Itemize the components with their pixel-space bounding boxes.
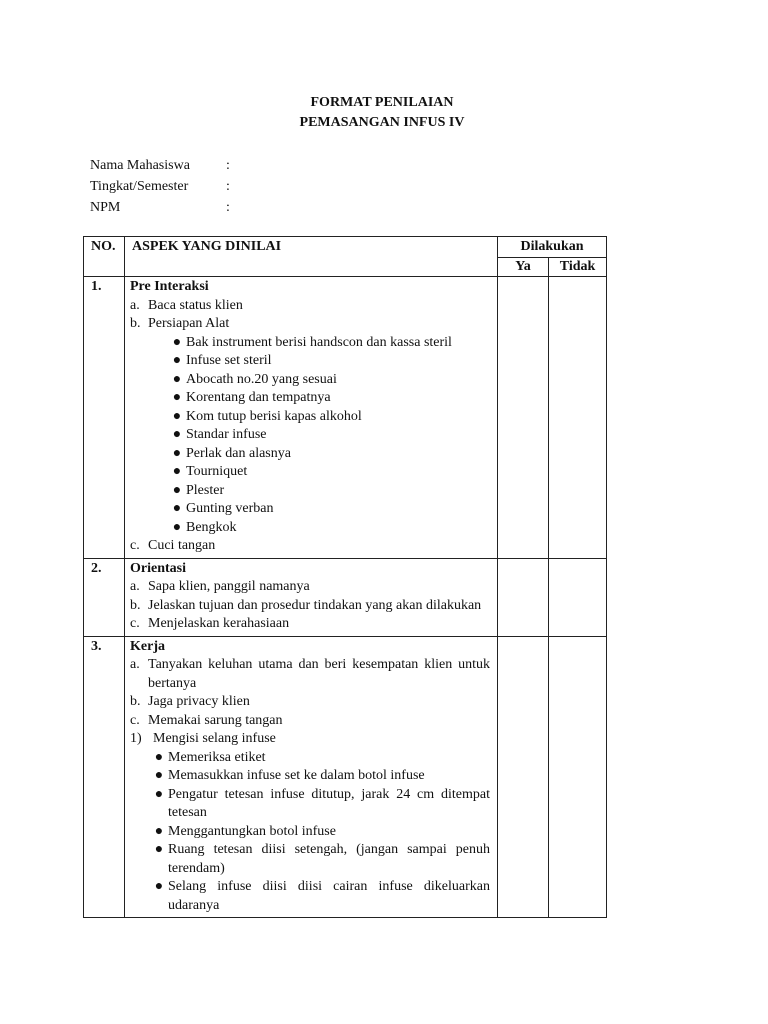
row-content [125, 277, 498, 559]
bullet-dot-icon: ● [172, 408, 182, 424]
bullet-item [130, 519, 490, 538]
bullet-text: Plester [186, 482, 225, 498]
check-tidak-cell[interactable] [549, 277, 607, 559]
list-item [130, 712, 490, 731]
list-item [130, 315, 490, 334]
bullet-dot-icon: ● [172, 464, 182, 479]
bullet-item [130, 767, 490, 786]
check-ya-cell[interactable] [498, 277, 549, 559]
bullet-dot-icon: ● [172, 334, 182, 350]
section-title: Kerja [130, 638, 165, 654]
item-text: Baca status klien [148, 297, 243, 313]
check-tidak-cell[interactable] [549, 558, 607, 636]
bullet-text: Abocath no.20 yang sesuai [186, 371, 337, 387]
item-text: Sapa klien, panggil namanya [148, 579, 310, 594]
bullet-text: Perlak dan alasnya [186, 445, 291, 461]
header-tidak: Tidak [549, 258, 607, 277]
row-content [125, 558, 498, 636]
item-marker: 1) [130, 731, 142, 746]
list-item [130, 578, 490, 597]
bullet-item [130, 334, 490, 353]
identity-row-tingkat [90, 176, 230, 197]
item-marker: b. [130, 597, 141, 613]
bullet-text: Selang infuse diisi diisi cairan infuse dikeluarkan udaranya [168, 879, 490, 913]
check-tidak-cell[interactable] [549, 636, 607, 918]
bullet-dot-icon: ● [154, 842, 164, 857]
item-marker: a. [130, 657, 140, 672]
bullet-item [130, 841, 490, 878]
table-row-kerja [84, 636, 607, 918]
bullet-item [130, 352, 490, 371]
bullet-item [130, 823, 490, 842]
bullet-dot-icon: ● [154, 823, 164, 839]
bullet-dot-icon: ● [172, 501, 182, 516]
item-text: Jelaskan tujuan dan prosedur tindakan yang akan dilakukan [148, 597, 482, 613]
row-number: 1. [84, 277, 125, 559]
bullet-item [130, 371, 490, 390]
identity-row-npm [90, 197, 230, 218]
item-text: Persiapan Alat [148, 316, 230, 331]
list-item [130, 297, 490, 316]
bullet-text: Standar infuse [186, 427, 267, 442]
item-text: Tanyakan keluhan utama dan beri kesempatan klien untuk bertanya [148, 657, 490, 691]
item-text: Mengisi selang infuse [153, 731, 276, 746]
header-dilakukan: Dilakukan [498, 237, 607, 258]
identity-label: Tingkat/Semester [90, 179, 189, 194]
bullet-dot-icon: ● [172, 371, 182, 387]
item-marker: c. [130, 616, 140, 631]
bullet-item [130, 749, 490, 768]
identity-block [90, 155, 230, 218]
item-text: Cuci tangan [148, 538, 216, 553]
bullet-text: Bengkok [186, 519, 237, 535]
list-item [130, 537, 490, 556]
bullet-item [130, 482, 490, 501]
item-marker: a. [130, 579, 140, 594]
header-ya: Ya [498, 258, 549, 277]
table-row-orientasi [84, 558, 607, 636]
bullet-item [130, 426, 490, 445]
item-text: Jaga privacy klien [148, 694, 250, 709]
check-ya-cell[interactable] [498, 558, 549, 636]
bullet-item [130, 786, 490, 823]
bullet-item [130, 408, 490, 427]
bullet-text: Kom tutup berisi kapas alkohol [186, 408, 362, 424]
item-text: Menjelaskan kerahasiaan [148, 616, 290, 631]
bullet-text: Ruang tetesan diisi setengah, (jangan sampai penuh terendam) [168, 842, 490, 876]
bullet-item [130, 445, 490, 464]
bullet-dot-icon: ● [172, 390, 182, 405]
identity-separator: : [226, 158, 230, 173]
identity-label: NPM [90, 200, 121, 215]
assessment-table [83, 236, 607, 918]
identity-separator: : [226, 179, 230, 194]
item-marker: a. [130, 297, 140, 313]
identity-separator: : [226, 200, 230, 215]
numbered-item [130, 730, 490, 749]
section-title: Pre Interaksi [130, 279, 209, 294]
table-header-row [84, 237, 607, 258]
row-content [125, 636, 498, 918]
table-row-pre-interaksi [84, 277, 607, 559]
header-no: NO. [84, 237, 125, 277]
bullet-dot-icon: ● [172, 519, 182, 535]
bullet-dot-icon: ● [172, 445, 182, 461]
row-number: 2. [84, 558, 125, 636]
bullet-text: Menggantungkan botol infuse [168, 823, 336, 839]
bullet-dot-icon: ● [154, 879, 164, 894]
check-ya-cell[interactable] [498, 636, 549, 918]
item-marker: b. [130, 316, 141, 331]
list-item [130, 656, 490, 693]
bullet-dot-icon: ● [154, 749, 164, 765]
list-item [130, 597, 490, 616]
item-marker: b. [130, 694, 141, 709]
item-marker: c. [130, 712, 140, 728]
bullet-item [130, 500, 490, 519]
bullet-item [130, 389, 490, 408]
row-number: 3. [84, 636, 125, 918]
bullet-text: Korentang dan tempatnya [186, 390, 331, 405]
bullet-dot-icon: ● [154, 768, 164, 783]
identity-row-nama [90, 155, 230, 176]
list-item [130, 693, 490, 712]
bullet-text: Bak instrument berisi handscon dan kassa steril [186, 334, 452, 350]
bullet-text: Pengatur tetesan infuse ditutup, jarak 24 cm ditempat tetesan [168, 786, 490, 820]
bullet-item [130, 878, 490, 915]
bullet-dot-icon: ● [172, 353, 182, 368]
bullet-text: Tourniquet [186, 464, 248, 479]
bullet-dot-icon: ● [154, 786, 164, 802]
bullet-text: Memeriksa etiket [168, 749, 266, 765]
item-marker: c. [130, 538, 140, 553]
item-text: Memakai sarung tangan [148, 712, 283, 728]
document-title: FORMAT PENILAIAN [310, 95, 454, 110]
bullet-text: Gunting verban [186, 501, 274, 516]
list-item [130, 615, 490, 634]
bullet-text: Infuse set steril [186, 353, 272, 368]
bullet-dot-icon: ● [172, 427, 182, 442]
header-aspek: ASPEK YANG DINILAI [125, 237, 498, 277]
section-title: Orientasi [130, 560, 186, 576]
bullet-dot-icon: ● [172, 482, 182, 498]
bullet-text: Memasukkan infuse set ke dalam botol infuse [168, 768, 425, 783]
identity-label: Nama Mahasiswa [90, 158, 190, 173]
document-subtitle: PEMASANGAN INFUS IV [299, 115, 465, 130]
bullet-item [130, 463, 490, 482]
